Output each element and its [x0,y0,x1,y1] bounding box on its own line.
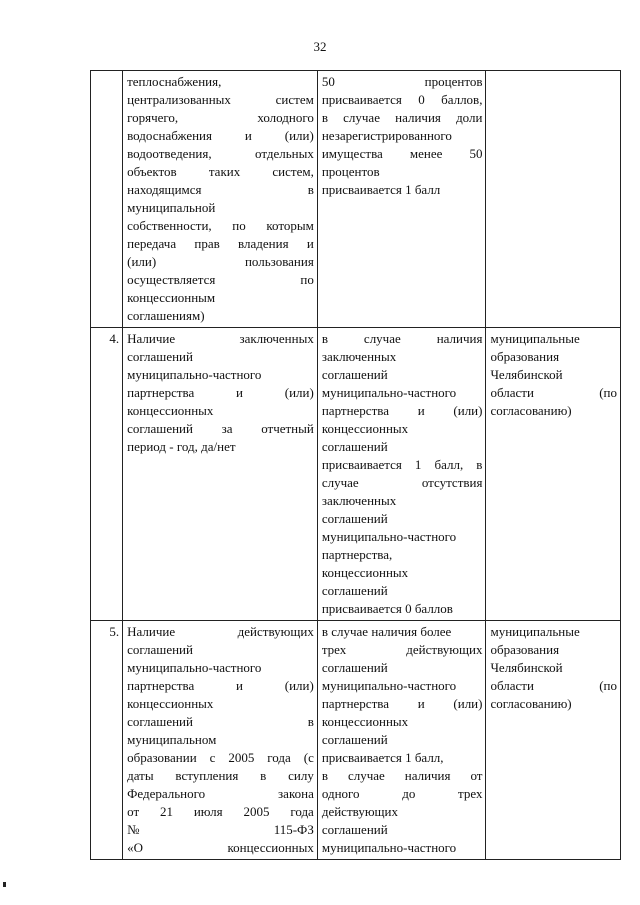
text-line [127,253,314,271]
word: одного [321,786,360,801]
text-line [127,749,314,767]
text-line [322,785,483,803]
text-line: концессионных [127,403,214,418]
text-line: незарегистрированного [321,128,452,143]
word: 50 [469,146,483,161]
word: действующих [237,624,314,639]
text-line [322,474,483,492]
word: года [290,804,314,819]
word: в [307,182,314,197]
word: за [221,421,233,436]
text-line: соглашений [321,732,388,747]
criteria-cell [317,621,486,860]
word: до [402,786,416,801]
word: партнерства [321,403,389,418]
source-cell [486,621,621,860]
text-line: теплоснабжения, [127,74,222,89]
text-line [127,271,314,289]
indicator-cell [123,71,318,328]
text-line: заключенных [321,349,397,364]
text-line: партнерства, [321,547,393,562]
text-line [322,330,483,348]
indicator-cell [123,328,318,621]
word: случае [347,768,385,783]
word: находящимся [127,182,202,197]
word: в [321,110,328,125]
word: июля [193,804,223,819]
word: трех [458,786,483,801]
text-line: муниципально-частного [321,385,457,400]
table-row [91,621,621,860]
criteria-cell [317,328,486,621]
text-line [127,127,314,145]
text-line: муниципальной [127,200,216,215]
word: отсутствия [421,475,483,490]
text-line [127,821,314,839]
word: (с [303,750,314,765]
word: партнерства [127,678,195,693]
word: прав [194,236,220,251]
text-line: муниципально-частного [127,367,262,382]
text-line [322,767,483,785]
word: систем [275,92,314,107]
word: по [300,272,314,287]
word: и [236,678,243,693]
word: и [417,403,425,418]
text-line [127,163,314,181]
text-line [127,623,314,641]
word: и [417,696,425,711]
text-line [127,145,314,163]
word: владения [238,236,289,251]
word: трех [321,642,347,657]
text-line: концессионным [127,290,216,305]
word: менее [409,146,443,161]
text-line: муниципальном [127,732,217,747]
text-line [127,420,314,438]
word: и [306,236,314,251]
text-line: присваивается 0 баллов [321,601,453,616]
word: (или) [127,254,157,269]
word: имущества [321,146,383,161]
word: объектов [127,164,177,179]
word: партнерства [321,696,389,711]
text-line: соглашениям) [127,308,205,323]
word: осуществляется [127,272,216,287]
word: вступления [175,768,239,783]
text-line: заключенных [321,493,397,508]
word: области [490,678,534,693]
text-line [490,384,617,402]
word: Федерального [127,786,206,801]
criteria-table [90,70,621,860]
word: отдельных [255,146,314,161]
word: области [490,385,534,400]
word: от [470,768,483,783]
word: года [267,750,291,765]
text-line [127,839,314,857]
word: и [236,385,243,400]
word: баллов, [441,92,483,107]
text-line: соглашений [321,822,388,837]
row-number [91,71,123,328]
text-line: в случае наличия более [321,624,452,639]
word: процентов [424,74,483,89]
text-line [490,677,617,695]
word: № [127,822,140,837]
word: передача [127,236,177,251]
word: образовании [127,750,197,765]
text-line: согласованию) [490,696,572,711]
text-line: муниципальные [490,331,580,346]
text-line: период - год, да/нет [127,439,236,454]
word: (по [599,678,617,693]
word: централизованных [127,92,231,107]
text-line: муниципально-частного [321,678,457,693]
text-line [322,641,483,659]
page-number: 32 [313,39,327,54]
word: (или) [284,678,314,693]
text-line: Челябинской [490,660,563,675]
text-line: соглашений [127,642,193,657]
text-line: концессионных [321,421,409,436]
text-line [322,456,483,474]
word: в [476,457,483,472]
word: (или) [284,128,314,143]
word: соглашений [127,421,193,436]
text-line [127,713,314,731]
table-row [91,71,621,328]
word: даты [127,768,154,783]
text-line: концессионных [321,565,409,580]
indicator-cell [123,621,318,860]
text-line: присваивается 1 балл, [321,750,444,765]
word: силу [288,768,314,783]
word: случае [321,475,359,490]
word: присваивается [321,457,402,472]
word: балл, [434,457,464,472]
scan-mark [3,882,6,887]
word: (или) [284,385,314,400]
text-line [322,145,483,163]
word: горячего, [127,110,179,125]
word: и [244,128,252,143]
word: наличия [436,331,483,346]
word: в [321,331,328,346]
word: случае [343,110,380,125]
row-number: 5. [91,621,123,860]
text-line [127,91,314,109]
text-line: муниципально-частного [321,840,457,855]
word: заключенных [239,331,314,346]
word: 0 [418,92,425,107]
text-line [322,73,483,91]
word: 115-ФЗ [273,822,314,837]
text-line: действующих [321,804,399,819]
text-line [127,785,314,803]
word: соглашений [127,714,193,729]
text-line [127,677,314,695]
text-line [127,330,314,348]
word: водоотведения, [127,146,212,161]
text-line: процентов [321,164,380,179]
text-line: муниципально-частного [127,660,262,675]
word: 2005 [243,804,270,819]
text-line: согласованию) [490,403,572,418]
text-line [127,384,314,402]
text-line: концессионных [321,714,409,729]
word: в [260,768,267,783]
word: по [232,218,246,233]
word: от [127,804,140,819]
text-line [322,91,483,109]
text-line [322,109,483,127]
word: наличия [395,110,441,125]
word: водоснабжения [127,128,212,143]
word: Наличие [127,331,176,346]
word: с [209,750,216,765]
word: в [307,714,314,729]
word: партнерства [127,385,195,400]
text-line [127,235,314,253]
word: наличия [404,768,451,783]
word: отчетный [261,421,314,436]
text-line: соглашений [321,583,388,598]
text-line [127,217,314,235]
word: доли [456,110,483,125]
word: собственности, [127,218,212,233]
word: случае [363,331,401,346]
word: (по [599,385,617,400]
text-line: образования [490,642,560,657]
word: закона [278,786,314,801]
text-line: концессионных [127,696,214,711]
table-row [91,328,621,621]
word: Наличие [127,624,176,639]
criteria-cell [317,71,486,328]
text-line: соглашений [321,511,388,526]
text-line: соглашений [321,367,388,382]
word: систем, [272,164,314,179]
text-line: соглашений [321,660,388,675]
text-line [127,181,314,199]
source-cell [486,71,621,328]
word: присваивается [321,92,402,107]
text-line [322,402,483,420]
word: холодного [257,110,314,125]
source-cell [486,328,621,621]
word: 21 [159,804,173,819]
text-line: соглашений [321,439,388,454]
row-number: 4. [91,328,123,621]
word: таких [208,164,241,179]
text-line: присваивается 1 балл [321,182,441,197]
text-line: Челябинской [490,367,563,382]
word: 50 [321,74,335,89]
word: (или) [453,403,483,418]
text-line: соглашений [127,349,193,364]
word: 2005 [228,750,255,765]
text-line: образования [490,349,560,364]
word: которым [266,218,314,233]
word: концессионных [227,840,314,855]
word: «О [127,840,143,855]
word: 1 [414,457,422,472]
text-line [322,695,483,713]
text-line: муниципальные [490,624,580,639]
text-line: муниципально-частного [321,529,457,544]
text-line [127,109,314,127]
text-line [127,803,314,821]
word: пользования [244,254,314,269]
word: действующих [406,642,483,657]
word: в [321,768,328,783]
text-line [127,767,314,785]
word: (или) [453,696,483,711]
